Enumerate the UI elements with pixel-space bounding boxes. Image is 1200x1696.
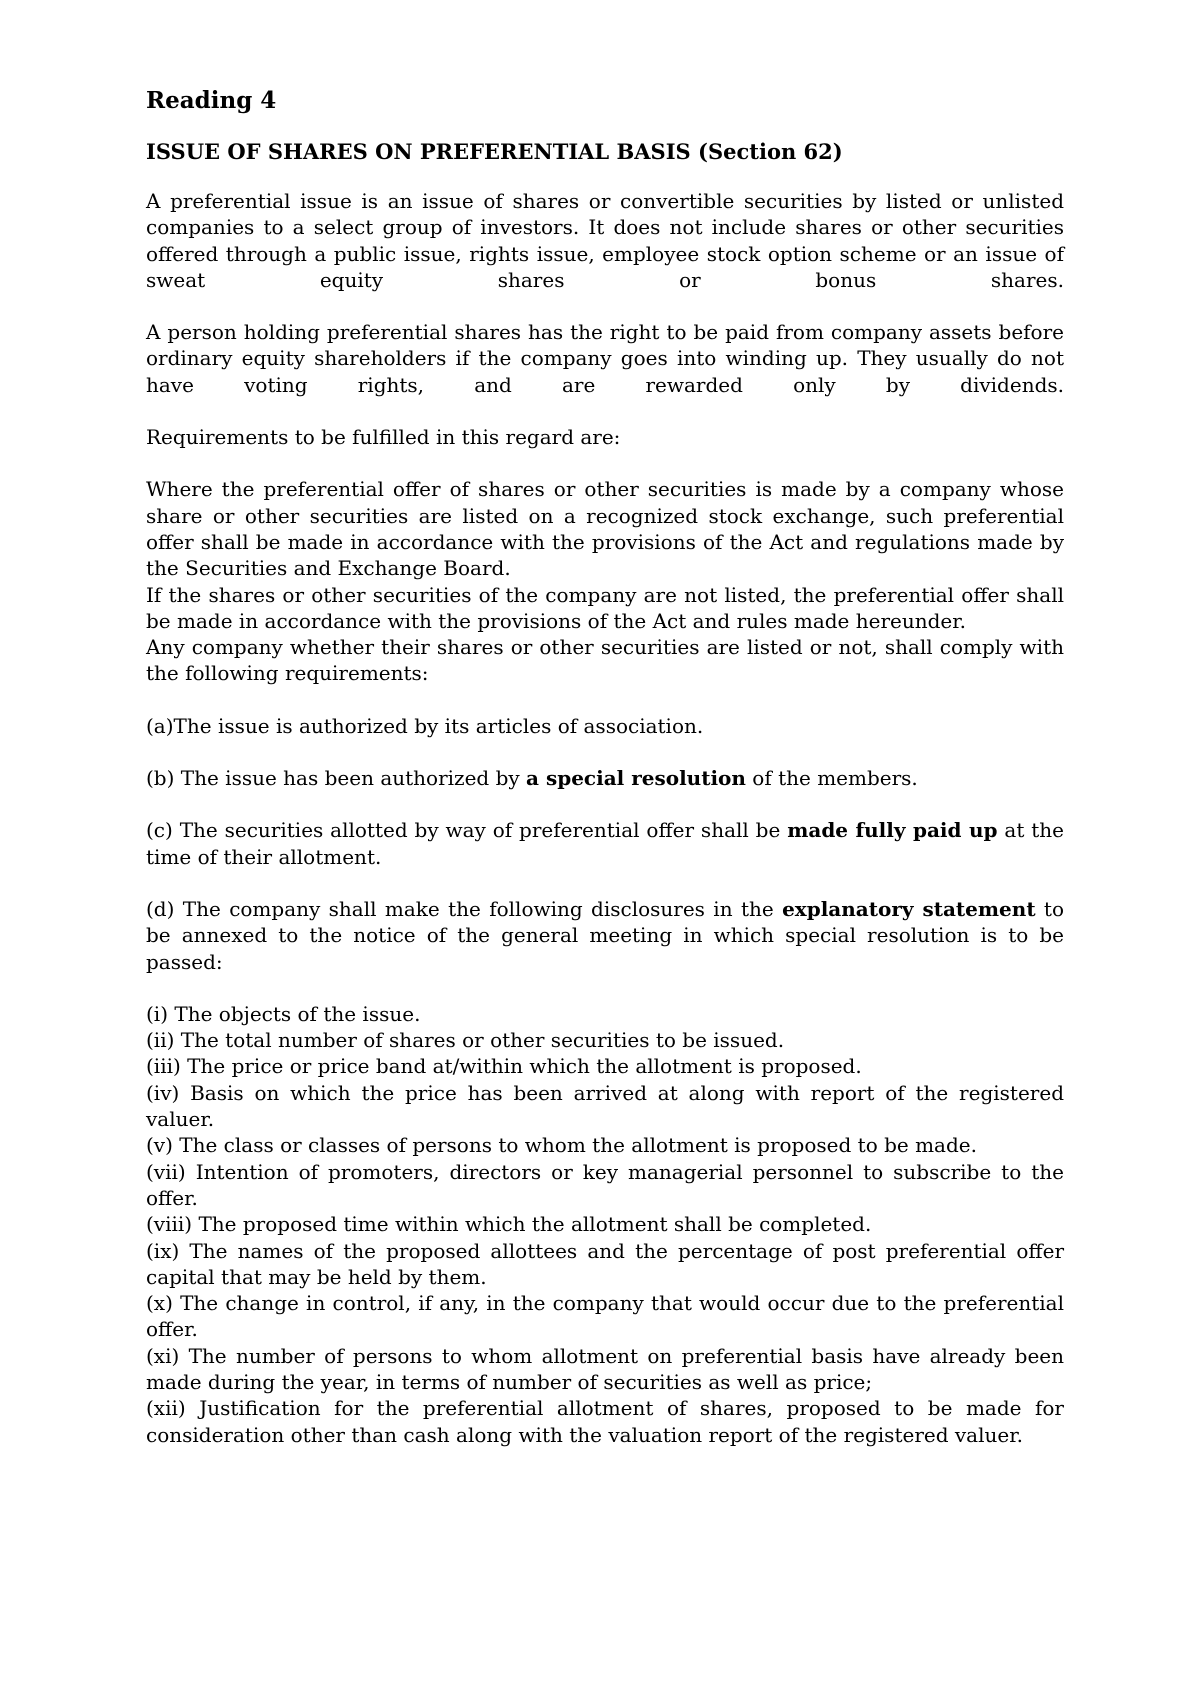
requirement-a: (a)The issue is authorized by its articles of association. <box>146 713 704 738</box>
paragraph-requirements-intro: Requirements to be fulfilled in this regard are: <box>146 425 621 450</box>
requirement-b <box>146 765 1064 791</box>
document-page <box>146 86 1064 1448</box>
requirement-d-text: (d) The company shall make the following disclosures in the <box>146 896 783 921</box>
disclosures-list <box>146 1001 1064 1448</box>
disclosure-item: (i) The objects of the issue. <box>146 1001 421 1026</box>
disclosure-item: (x) The change in control, if any, in the company that would occur due to the preferential offer. <box>146 1291 1064 1342</box>
section-title: ISSUE OF SHARES ON PREFERENTIAL BASIS (Section 62) <box>146 139 843 164</box>
paragraph-unlisted-companies: If the shares or other securities of the company are not listed, the preferential offer shall be made in accordance with the provisions of the Act and rules made hereunder. <box>146 582 1064 633</box>
requirement-c-text-end: at the time of their allotment. <box>146 818 1064 869</box>
disclosure-item: (vii) Intention of promoters, directors or key managerial personnel to subscribe to the offer. <box>146 1159 1064 1210</box>
requirement-b-text-end: of the members. <box>745 766 918 791</box>
paragraph-listed-companies: Where the preferential offer of shares or other securities is made by a company whose share or other securities are listed on a recognized stock exchange, such preferential offer shall be made in accordance with the provisions of the Act and regulations made by the Securities and Exchange Board. <box>146 477 1064 581</box>
reading-title: Reading 4 <box>146 87 277 114</box>
disclosure-item: (iii) The price or price band at/within which the allotment is proposed. <box>146 1054 862 1079</box>
requirement-d-emphasis: explanatory statement <box>782 896 1036 921</box>
disclosure-item: (v) The class or classes of persons to whom the allotment is proposed to be made. <box>146 1133 977 1158</box>
requirement-c-text: (c) The securities allotted by way of preferential offer shall be <box>146 818 788 843</box>
requirement-d <box>146 896 1064 975</box>
disclosure-item: (xi) The number of persons to whom allotment on preferential basis have already been made during the year, in terms of number of securities as well as price; <box>146 1343 1064 1394</box>
paragraph-preferential-holder-rights: A person holding preferential shares has the right to be paid from company assets before ordinary equity shareholders if the company goes into winding up. They usually do not have voting rights, and are rewarded only by dividends. <box>146 320 1064 397</box>
paragraph-definition: A preferential issue is an issue of shares or convertible securities by listed or unlisted companies to a select group of investors. It does not include shares or other securities offered through a public issue, rights issue, employee stock option scheme or an issue of sweat equity shares or bonus shares. <box>146 189 1064 292</box>
requirement-c-emphasis: made fully paid up <box>787 818 998 843</box>
requirement-b-emphasis: a special resolution <box>526 766 746 791</box>
disclosure-item: (viii) The proposed time within which the allotment shall be completed. <box>146 1212 872 1237</box>
disclosure-item: (iv) Basis on which the price has been arrived at along with report of the registered valuer. <box>146 1080 1064 1132</box>
requirement-b-text: (b) The issue has been authorized by <box>146 766 527 791</box>
disclosure-item: (xii) Justification for the preferential allotment of shares, proposed to be made for consideration other than cash along with the valuation report of the registered valuer. <box>146 1396 1064 1447</box>
requirement-d-text-end: to be annexed to the notice of the general meeting in which special resolution is to be passed: <box>146 896 1065 974</box>
paragraph-all-companies: Any company whether their shares or other securities are listed or not, shall comply with the following requirements: <box>146 635 1064 686</box>
disclosure-item: (ii) The total number of shares or other securities to be issued. <box>146 1028 785 1053</box>
disclosure-item: (ix) The names of the proposed allottees and the percentage of post preferential offer capital that may be held by them. <box>146 1238 1064 1289</box>
requirement-c <box>146 817 1064 870</box>
